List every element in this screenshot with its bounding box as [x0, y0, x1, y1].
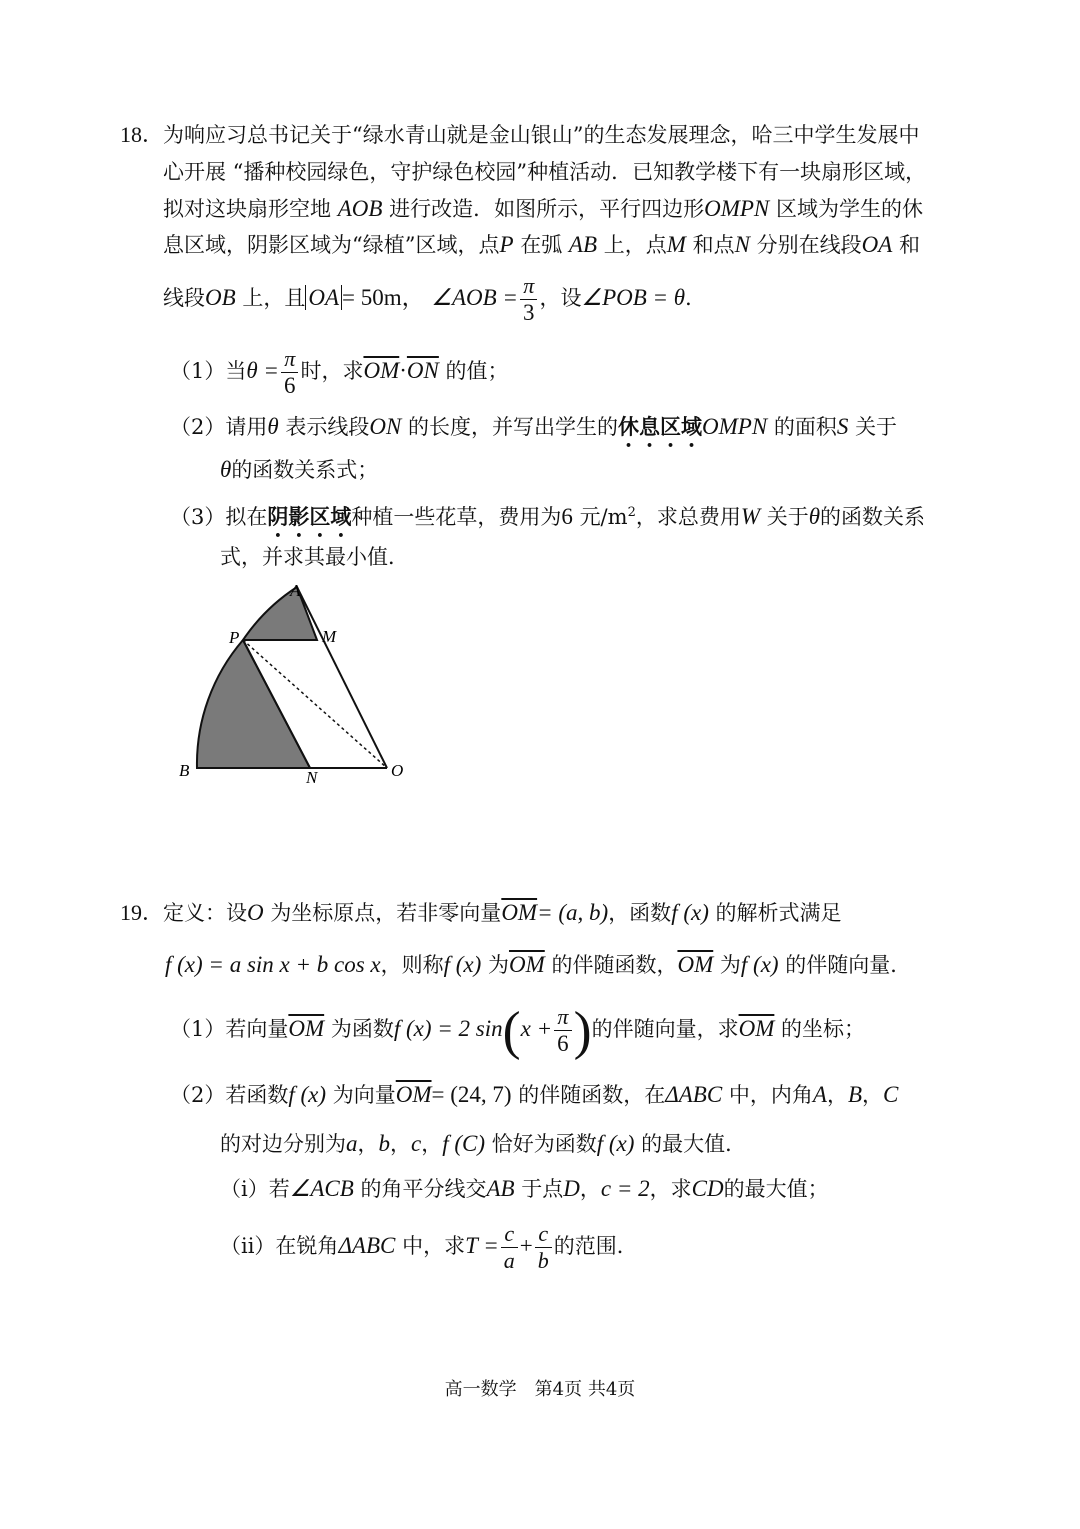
q18-part-2-cont: θ的函数关系式；: [220, 457, 379, 482]
q18-line-5: 线段OB 上，且 OA = 50m， ∠AOB = $\frac{\pi}{3}$ ，设∠POB = θ．: [163, 273, 707, 325]
q19-part-2-cont: 的对边分别为a，b，c，f (C) 恰好为函数f (x) 的最大值．: [220, 1131, 747, 1156]
pi-over-6-fraction-q19: $\frac{\pi}{6}$: [554, 1004, 572, 1057]
q18-part-3: （3）拟在阴影区域种植一些花草，费用为6 元$/m^2$，求总费用W 关于θ的函数关系: [170, 504, 926, 529]
pi-over-3-fraction: $\frac{\pi}{3}$: [520, 273, 538, 326]
segment-OA: [297, 587, 387, 768]
q18-line-3: 拟对这块扇形空地 AOB 进行改造．如图所示，平行四边形OMPN 区域为学生的休: [163, 196, 923, 221]
shaded-area-emphasis: 阴影区域: [267, 504, 352, 529]
q18-part-1: （1）当θ = $\frac{\pi}{6}$ 时，求$\overline{OM}\cdot\overline{ON}$ 的值；: [170, 346, 509, 398]
label-P: P: [229, 628, 240, 647]
q18-line-4: 息区域，阴影区域为“绿植”区域，点P 在弧 AB 上，点M 和点N 分别在线段OA 和: [163, 232, 920, 257]
q19-part-2: （2）若函数f (x) 为向量$\overline{OM}= (24$, 7) 的伴随函数，在ΔABC 中，内角A，B，C: [170, 1082, 899, 1107]
q18-line-2: 心开展 “播种校园绿色，守护绿色校园”种植活动．已知教学楼下有一块扇形区域，: [163, 160, 927, 184]
q19-line-1: 定义：设O 为坐标原点，若非零向量$\overline{OM}= (a$, b)，函数f (x) 的解析式满足: [163, 900, 842, 925]
label-B: B: [179, 761, 190, 780]
c-over-b-fraction: $\frac{c}{b}$: [535, 1221, 552, 1274]
c-over-a-fraction: $\frac{c}{a}$: [501, 1221, 518, 1274]
q19-part-1: （1）若向量$\overline{OM}$ 为函数f (x) = 2 sin(x + $\frac{\pi}{6}$ )的伴随向量，求$\overline{OM}$ 的坐标；: [170, 1000, 866, 1061]
label-A: A: [290, 581, 301, 600]
sector-figure: [170, 572, 420, 787]
label-O: O: [391, 761, 404, 780]
q19-sub-i: （i）若∠ACB 的角平分线交AB 于点D，c = 2，求CD的最大值；: [220, 1176, 829, 1201]
label-M: M: [322, 627, 337, 646]
label-N: N: [306, 768, 318, 787]
q18-number: 18．: [120, 122, 165, 147]
rest-area-emphasis: 休息区域: [618, 414, 703, 439]
pi-over-6-fraction: $\frac{\pi}{6}$: [281, 346, 299, 399]
shaded-top-region: [243, 587, 317, 640]
q19-number: 19．: [120, 900, 165, 925]
page-footer: 高一数学 第4页 共4页: [444, 1379, 636, 1400]
q18-part-2: （2）请用θ 表示线段ON 的长度，并写出学生的休息区域OMPN 的面积S 关于: [170, 414, 898, 439]
q18-line-1: 为响应习总书记关于“绿水青山就是金山银山”的生态发展理念，哈三中学生发展中: [163, 123, 920, 147]
q18-part-3-cont: 式，并求其最小值．: [220, 545, 409, 569]
q19-sub-ii: （ii）在锐角ΔABC 中，求T = $\frac{c}{a}$ + $\frac{c}{b}$ 的范围．: [220, 1221, 638, 1273]
q19-line-2: f (x) = a sin x + b cos x，则称f (x) 为$\overline{OM}$ 的伴随函数，$\overline{OM}$ 为f (x) 的伴随向量．: [165, 952, 912, 977]
